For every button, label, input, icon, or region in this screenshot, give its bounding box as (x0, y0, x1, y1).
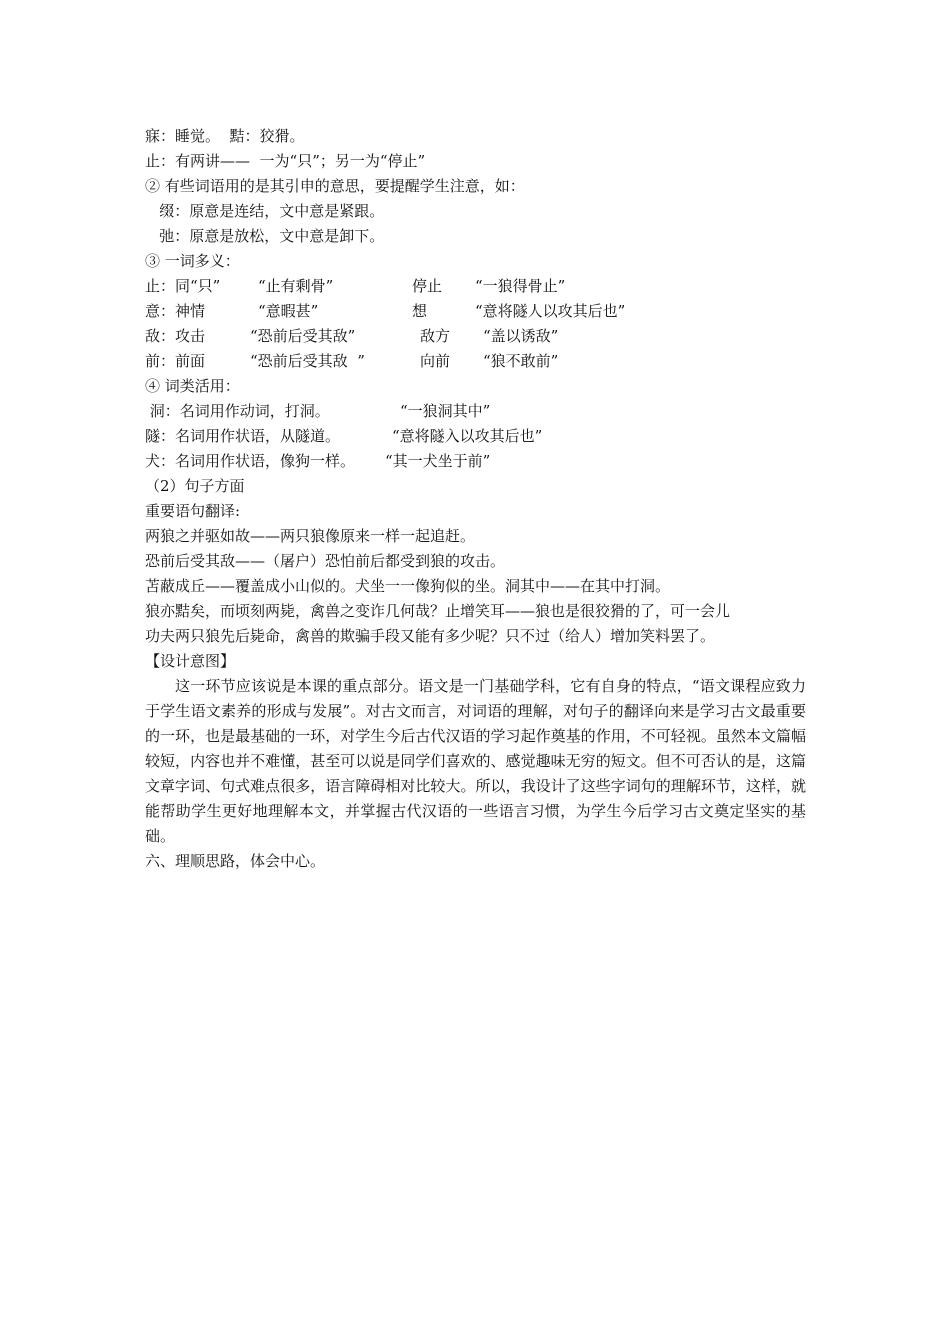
text-line: 两狼之并驱如故——两只狼像原来一样一起追赶。 (145, 527, 476, 545)
section-heading: （2）句子方面 (145, 477, 245, 495)
text-line: 弛：原意是放松，文中意是卸下。 (145, 227, 385, 245)
polysemy-example: “恐前后受其敌” (250, 327, 356, 345)
text-line: 隧：名词用作状语，从隧道。 (145, 427, 341, 445)
polysemy-sense: 敌方 (420, 327, 451, 345)
section-heading: ④ 词类活用： (145, 377, 240, 395)
polysemy-example: “狼不敢前” (483, 352, 559, 370)
example-quote: “其一犬坐于前” (385, 452, 491, 470)
section-heading: 【设计意图】 (145, 652, 236, 670)
polysemy-sense: 向前 (420, 352, 451, 370)
section-heading: ③ 一词多义： (145, 252, 240, 270)
polysemy-example: “意暇甚” (258, 302, 319, 320)
text-line: 狼亦黠矣，而顷刻两毙，禽兽之变诈几何哉？止增笑耳——狼也是很狡猾的了，可一会儿 (145, 602, 731, 620)
text-line: ② 有些词语用的是其引申的意思，要提醒学生注意，如： (145, 177, 525, 195)
example-quote: “意将隧入以攻其后也” (392, 427, 543, 445)
text-line: 洞：名词用作动词，打洞。 (145, 402, 330, 420)
text-line: 重要语句翻译: (145, 502, 241, 520)
polysemy-example: “盖以诱敌” (483, 327, 559, 345)
text-line: 苫蔽成丘——覆盖成小山似的。犬坐一一像狗似的坐。洞其中——在其中打洞。 (145, 577, 671, 595)
text-line: 止：有两讲—— 一为“只”；另一为“停止” (145, 152, 426, 170)
polysemy-example: “意将隧人以攻其后也” (475, 302, 626, 320)
polysemy-example: “止有剩骨” (258, 277, 334, 295)
polysemy-word: 意：神情 (145, 302, 206, 320)
text-line: 犬：名词用作状语，像狗一样。 (145, 452, 356, 470)
polysemy-example: “恐前后受其敌 ” (250, 352, 365, 370)
section-heading: 六、理顺思路，体会中心。 (145, 852, 326, 870)
polysemy-word: 止：同“只” (145, 277, 221, 295)
polysemy-word: 敌：攻击 (145, 327, 206, 345)
text-line: 寐：睡觉。 黠：狡猾。 (145, 127, 305, 145)
text-line: 恐前后受其敌——（屠户）恐怕前后都受到狼的攻击。 (145, 552, 506, 570)
text-line: 缀：原意是连结，文中意是紧跟。 (145, 202, 385, 220)
polysemy-sense: 停止 (412, 277, 443, 295)
text-line: 功夫两只狼先后毙命，禽兽的欺骗手段又能有多少呢？只不过（给人）增加笑料罢了。 (145, 627, 716, 645)
polysemy-word: 前：前面 (145, 352, 206, 370)
polysemy-sense: 想 (412, 302, 428, 320)
example-quote: “一狼洞其中” (400, 402, 491, 420)
polysemy-example: “一狼得骨止” (475, 277, 566, 295)
design-intent-paragraph: 这一环节应该说是本课的重点部分。语文是一门基础学科，它有自身的特点，“语文课程应致力于学生语文素养的形成与发展”。对古文而言，对词语的理解，对句子的翻译向来是学习古文最重要的一环，也是最基础的一环，对学生今后古代汉语的学习起作奠基的作用，不可轻视。虽然本文篇幅较短，内容也并不难懂，甚至可以说是同学们喜欢的、感觉趣味无穷的短文。但不可否认的是，这篇文章字词、句式难点很多，语言障碍相对比较大。所以，我设计了这些字词句的理解环节，这样，就能帮助学生更好地理解本文，并掌握古代汉语的一些语言习惯，为学生今后学习古文奠定坚实的基础。 (145, 677, 806, 845)
